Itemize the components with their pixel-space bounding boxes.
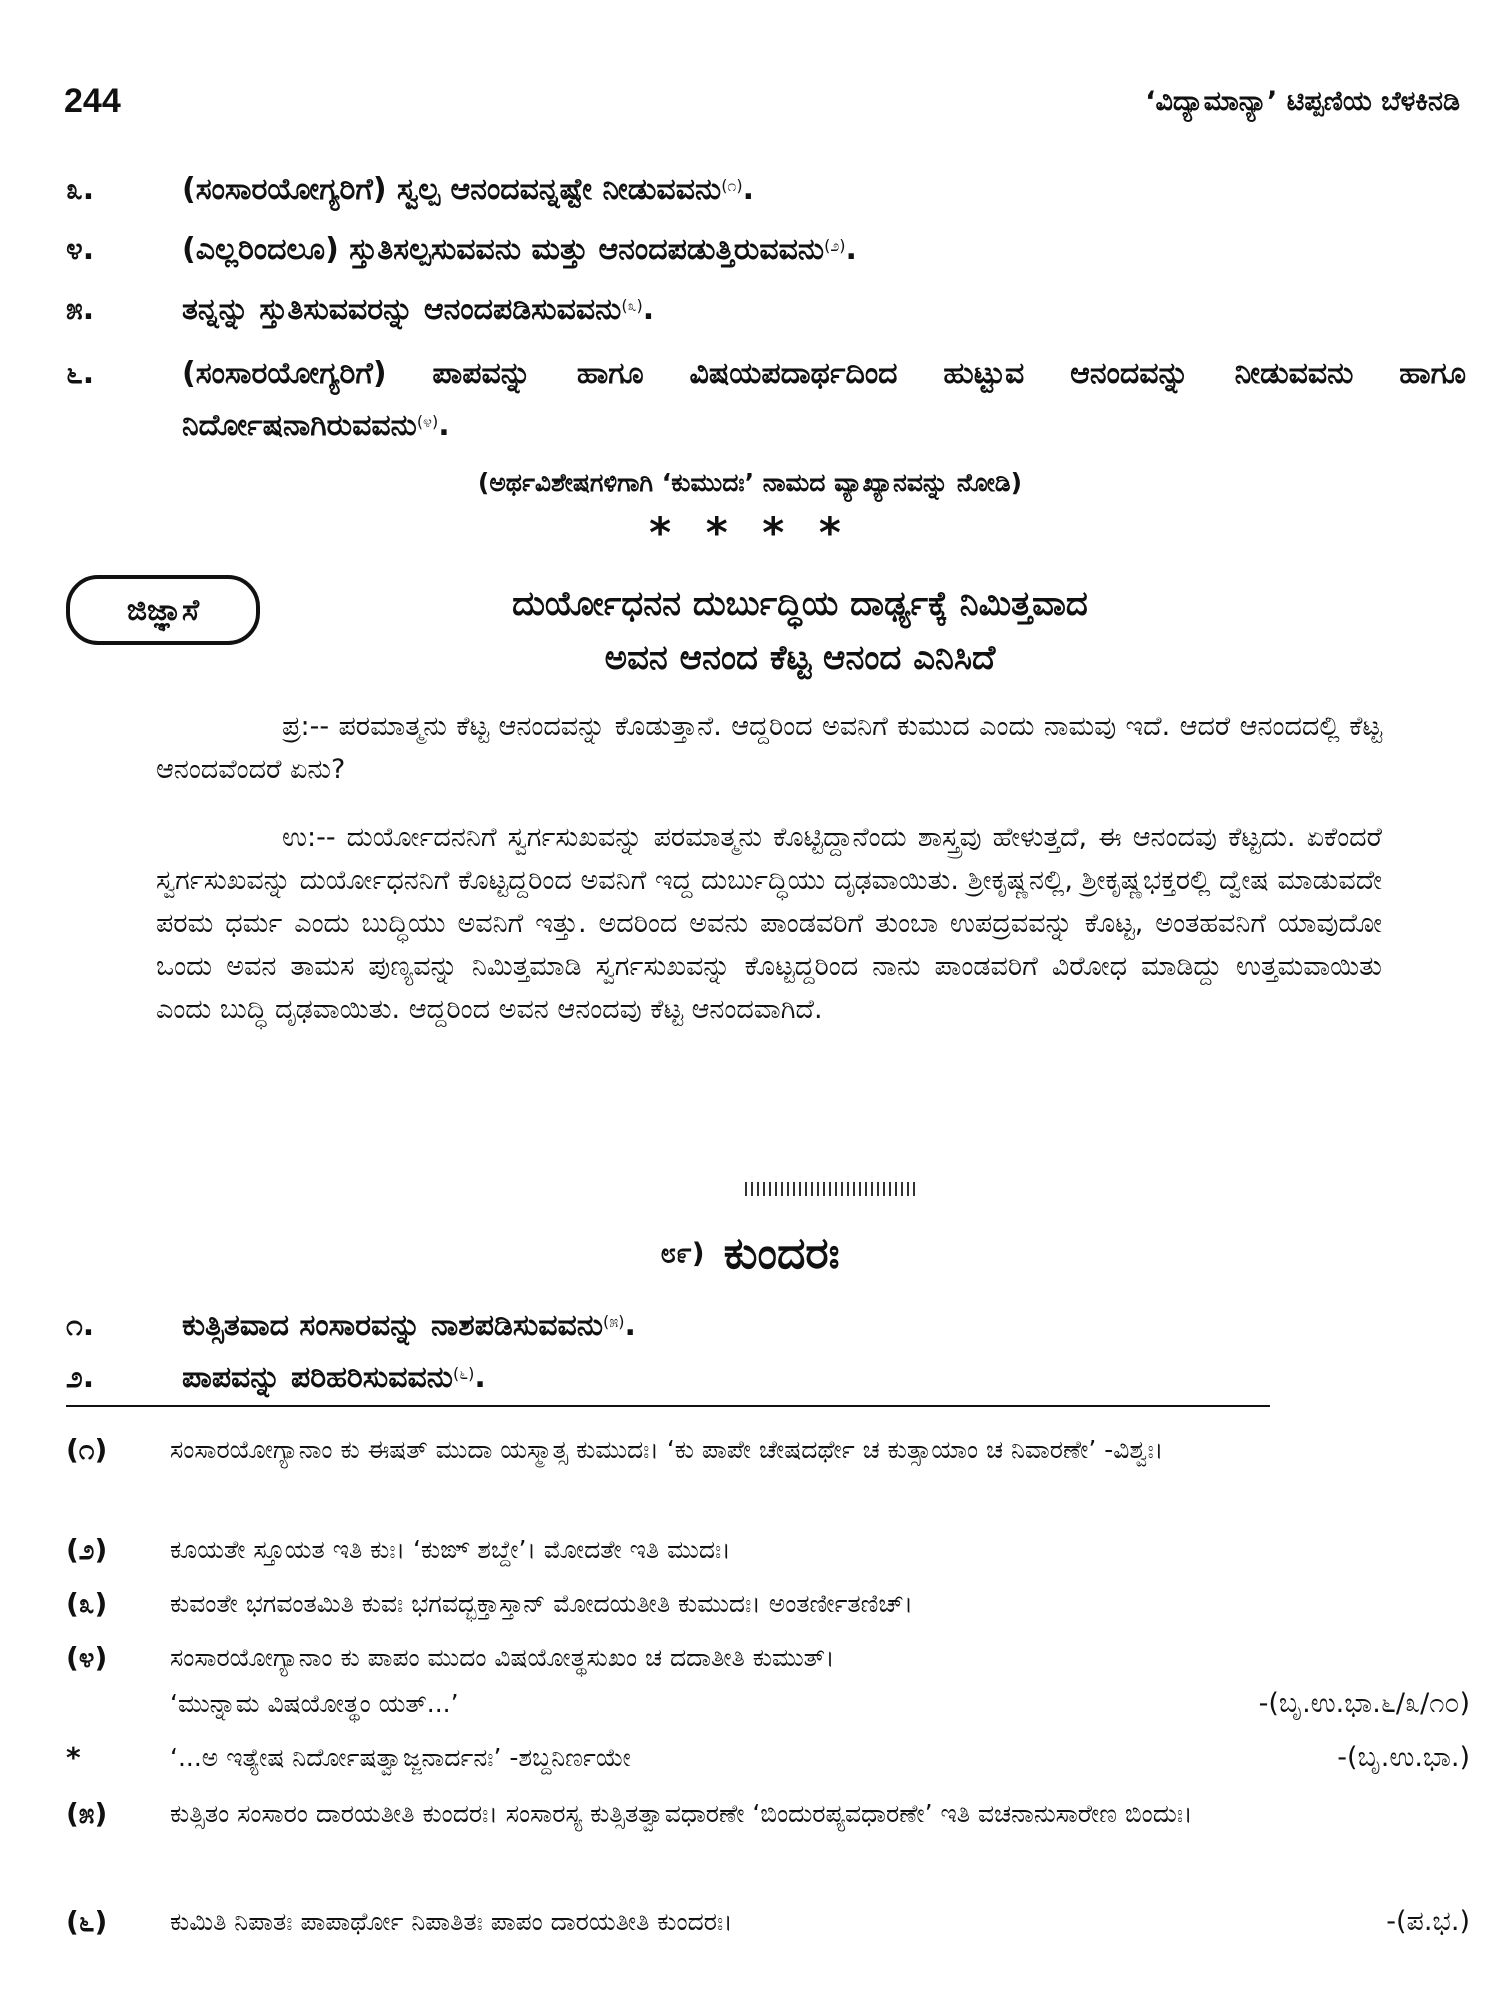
footnote-source: -(ಬೃ.ಉ.ಭಾ.೬/೩/೧೦) bbox=[1258, 1688, 1470, 1719]
footnote-number: (೬) bbox=[66, 1905, 108, 1938]
item-text: (ಸಂಸಾರಯೋಗ್ಯರಿಗೆ) ಸ್ವಲ್ಪ ಆನಂದವನ್ನಷ್ಟೇ ನೀಡುವವನು bbox=[182, 172, 722, 207]
item-number: ೫. bbox=[66, 292, 95, 327]
item-number: ೧. bbox=[66, 1308, 95, 1343]
item-number: ೪. bbox=[66, 232, 95, 267]
chapter-heading bbox=[0, 1228, 1500, 1279]
footnote-number: (೪) bbox=[66, 1641, 108, 1674]
meaning-note: (ಅರ್ಥವಿಶೇಷಗಳಿಗಾಗಿ ‘ಕುಮುದಃ’ ನಾಮದ ವ್ಯಾಖ್ಯಾನವನ್ನು ನೋಡಿ) bbox=[477, 468, 1023, 497]
footnote-source: -(ಪ.ಭ.) bbox=[1386, 1906, 1470, 1937]
item-text: (ಎಲ್ಲರಿಂದಲೂ) ಸ್ತುತಿಸಲ್ಪಸುವವನು ಮತ್ತು ಆನಂದಪಡುತ್ತಿರುವವನು bbox=[182, 232, 825, 267]
chapter-title: ಕುಂದರಃ bbox=[723, 1228, 840, 1279]
jijnase-label: ಜಿಜ್ಞಾಸೆ bbox=[126, 592, 200, 628]
item-number: ೨. bbox=[66, 1360, 95, 1395]
footnote-number: (೩) bbox=[66, 1587, 108, 1620]
footnote-source: -(ಬೃ.ಉ.ಭಾ.) bbox=[1337, 1742, 1470, 1773]
answer-paragraph: ಉ:-- ದುರ್ಯೋದನನಿಗೆ ಸ್ವರ್ಗಸುಖವನ್ನು ಪರಮಾತ್ಮನು ಕೊಟ್ಟಿದ್ದಾನೆಂದು ಶಾಸ್ತ್ರವು ಹೇಳುತ್ತದೆ, ಈ ಆನಂದವು ಕೆಟ್ಟದು. ಏಕೆಂದರೆ ಸ್ವರ್ಗಸುಖವನ್ನು ದುರ್ಯೋಧನನಿಗೆ ಕೊಟ್ಟದ್ದರಿಂದ ಅವನಿಗೆ ಇದ್ದ ದುರ್ಬುದ್ಧಿಯು ದೃಢವಾಯಿತು. ಶ್ರೀಕೃಷ್ಣನಲ್ಲಿ, ಶ್ರೀಕೃಷ್ಣಭಕ್ತರಲ್ಲಿ ದ್ವೇಷ ಮಾಡುವದೇ ಪರಮ ಧರ್ಮ ಎಂದು ಬುದ್ಧಿಯು ಅವನಿಗೆ ಇತ್ತು. ಅದರಿಂದ ಅವನು ಪಾಂಡವರಿಗೆ ತುಂಬಾ ಉಪದ್ರವವನ್ನು ಕೊಟ್ಟ, ಅಂತಹವನಿಗೆ ಯಾವುದೋ ಒಂದು ಅವನ ತಾಮಸ ಪುಣ್ಯವನ್ನು ನಿಮಿತ್ತಮಾಡಿ ಸ್ವರ್ಗಸುಖವನ್ನು ಕೊಟ್ಟದ್ದರಿಂದ ನಾನು ಪಾಂಡವರಿಗೆ ವಿರೋಧ ಮಾಡಿದ್ದು ಉತ್ತಮವಾಯಿತು ಎಂದು ಬುದ್ಧಿ ದೃಢವಾಯಿತು. ಆದ್ದರಿಂದ ಅವನ ಆನಂದವು ಕೆಟ್ಟ ಆನಂದವಾಗಿದೆ. bbox=[156, 822, 1382, 1025]
footnote-number: (೧) bbox=[66, 1433, 108, 1466]
separator-line bbox=[745, 1182, 915, 1196]
footnote-ref: (೪) bbox=[416, 412, 439, 431]
jijnase-badge bbox=[66, 575, 260, 645]
document-page: 244 ‘ವಿದ್ಯಾಮಾನ್ಯಾ’ ಟಿಪ್ಪಣಿಯ ಬೆಳಕಿನಡಿ ೩. (ಸಂಸಾರಯೋಗ್ಯರಿಗೆ) ಸ್ವಲ್ಪ ಆನಂದವನ್ನಷ್ಟೇ ನೀಡುವವನು$^{(೧)}$. ೪. (ಎಲ್ಲರಿಂದಲೂ) ಸ್ತುತಿಸಲ್ಪಸುವವನು ಮತ್ತು ಆನಂದಪಡುತ್ತಿರುವವನು$^{(೨)}$. ೫. ತನ್ನನ್ನು ಸ್ತುತಿಸುವವರನ್ನು ಆನಂದಪಡಿಸುವವನು$^{(೩)}$. ೬. (ಸಂಸಾರಯೋಗ್ಯರಿಗೆ) ಪಾಪವನ್ನು ಹಾಗೂ ವಿಷಯಪದಾರ್ಥದಿಂದ ಹುಟ್ಟುವ ಆನಂದವನ್ನು ನೀಡುವವನು ಹಾಗೂ ನಿರ್ದೋಷನಾಗಿರುವವನು$^{(೪)}$. (ಅರ್ಥವಿಶೇಷಗಳಿಗಾಗಿ ‘ಕುಮುದಃ’ ನಾಮದ ವ್ಯಾಖ್ಯಾನವನ್ನು ನೋಡಿ) * * * * ಜಿಜ್ಞಾಸೆ ದುರ್ಯೋಧನನ ದುರ್ಬುದ್ಧಿಯ ದಾರ್ಢ್ಯಕ್ಕೆ ನಿಮಿತ್ತವಾದ ಅವನ ಆನಂದ ಕೆಟ್ಟ ಆನಂದ ಎನಿಸಿದೆ ಪ್ರ:-- ಪರಮಾತ್ಮನು ಕೆಟ್ಟ ಆನಂದವನ್ನು ಕೊಡುತ್ತಾನೆ. ಆದ್ದರಿಂದ ಅವನಿಗೆ ಕುಮುದ ಎಂದು ನಾಮವು ಇದೆ. ಆದರೆ ಆನಂದದಲ್ಲಿ ಕೆಟ್ಟ ಆನಂದವೆಂದರೆ ಏನು? ಉ:-- ದುರ್ಯೋದನನಿಗೆ ಸ್ವರ್ಗಸುಖವನ್ನು ಪರಮಾತ್ಮನು ಕೊಟ್ಟಿದ್ದಾನೆಂದು ಶಾಸ್ತ್ರವು ಹೇಳುತ್ತದೆ, ಈ ಆನಂದವು ಕೆಟ್ಟದು. ಏಕೆಂದರೆ ಸ್ವರ್ಗಸುಖವನ್ನು ದುರ್ಯೋಧನನಿಗೆ ಕೊಟ್ಟದ್ದರಿಂದ ಅವನಿಗೆ ಇದ್ದ ದುರ್ಬುದ್ಧಿಯು ದೃಢವಾಯಿತು. ಶ್ರೀಕೃಷ್ಣನಲ್ಲಿ, ಶ್ರೀಕೃಷ್ಣಭಕ್ತರಲ್ಲಿ ದ್ವೇಷ ಮಾಡುವದೇ ಪರಮ ಧರ್ಮ ಎಂದು ಬುದ್ಧಿಯು ಅವನಿಗೆ ಇತ್ತು. ಅದರಿಂದ ಅವನು ಪಾಂಡವರಿಗೆ ತುಂಬಾ ಉಪದ್ರವವನ್ನು ಕೊಟ್ಟ, ಅಂತಹವನಿಗೆ ಯಾವುದೋ ಒಂದು ಅವನ ತಾಮಸ ಪುಣ್ಯವನ್ನು ನಿಮಿತ್ತಮಾಡಿ ಸ್ವರ್ಗಸುಖವನ್ನು ಕೊಟ್ಟದ್ದರಿಂದ ನಾನು ಪಾಂಡವರಿಗೆ ವಿರೋಧ ಮಾಡಿದ್ದು ಉತ್ತಮವಾಯಿತು ಎಂದು ಬುದ್ಧಿ ದೃಢವಾಯಿತು. ಆದ್ದರಿಂದ ಅವನ ಆನಂದವು ಕೆಟ್ಟ ಆನಂದವಾಗಿದೆ. ೮೯) ಕುಂದರಃ ೧. ಕುತ್ಸಿತವಾದ ಸಂಸಾರವನ್ನು ನಾಶಪಡಿಸುವವನು$^{(೫)}$. ೨. ಪಾಪವನ್ನು ಪರಿಹರಿಸುವವನು$^{(೬)}$. (೧) ಸಂಸಾರಯೋಗ್ಯಾನಾಂ ಕು ಈಷತ್ ಮುದಾ ಯಸ್ಮಾತ್ಸ ಕುಮುದಃ। ‘ಕು ಪಾಪೇ ಚೇಷದರ್ಥೇ ಚ ಕುತ್ಸಾಯಾಂ ಚ ನಿವಾರಣೇ’ -ವಿಶ್ವಃ। (೨) ಕೂಯತೇ ಸ್ತೂಯತ ಇತಿ ಕುಃ। ‘ಕುಙ್ ಶಬ್ದೇ’। ಮೋದತೇ ಇತಿ ಮುದಃ। (೩) ಕುವಂತೇ ಭಗವಂತಮಿತಿ ಕುವಃ ಭಗವದ್ಭಕ್ತಾಸ್ತಾನ್ ಮೋದಯತೀತಿ ಕುಮುದಃ। ಅಂತರ್ಣೀತಣಿಚ್। (೪) ಸಂಸಾರಯೋಗ್ಯಾನಾಂ ಕು ಪಾಪಂ ಮುದಂ ವಿಷಯೋತ್ಥಸುಖಂ ಚ ದದಾತೀತಿ ಕುಮುತ್। ‘ಮುನ್ನಾಮ ವಿಷಯೋತ್ಥಂ ಯತ್...’ -(ಬೃ.ಉ.ಭಾ.೬/೩/೧೦) * ‘...ಅ ಇತ್ಯೇಷ ನಿರ್ದೋಷತ್ವಾಜ್ಜನಾರ್ದನಃ’ -ಶಬ್ದನಿರ್ಣಯೇ -(ಬೃ.ಉ.ಭಾ.) (೫) ಕುತ್ಸಿತಂ ಸಂಸಾರಂ ದಾರಯತೀತಿ ಕುಂದರಃ। ಸಂಸಾರಸ್ಯ ಕುತ್ಸಿತತ್ವಾವಧಾರಣೇ ‘ಬಿಂದುರಪ್ಯವಧಾರಣೇ’ ಇತಿ ವಚನಾನುಸಾರೇಣ ಬಿಂದುಃ। (೬) ಕುಮಿತಿ ನಿಪಾತಃ ಪಾಪಾರ್ಥೋ ನಿಪಾತಿತಃ ಪಾಪಂ ದಾರಯತೀತಿ ಕುಂದರಃ। -(ಪ.ಭ.) bbox=[0, 0, 1500, 2000]
section-divider-stars: * * * * bbox=[649, 508, 851, 557]
item-text: ತನ್ನನ್ನು ಸ್ತುತಿಸುವವರನ್ನು ಆನಂದಪಡಿಸುವವನು bbox=[182, 292, 622, 327]
footnote-text: ಕುಮಿತಿ ನಿಪಾತಃ ಪಾಪಾರ್ಥೋ ನಿಪಾತಿತಃ ಪಾಪಂ ದಾರಯತೀತಿ ಕುಂದರಃ। bbox=[170, 1907, 733, 1936]
item-text: (ಸಂಸಾರಯೋಗ್ಯರಿಗೆ) ಪಾಪವನ್ನು ಹಾಗೂ ವಿಷಯಪದಾರ್ಥದಿಂದ ಹುಟ್ಟುವ ಆನಂದವನ್ನು ನೀಡುವವನು ಹಾಗೂ ನಿರ್ದೋಷನಾಗಿರುವವನು bbox=[182, 356, 1466, 443]
footnote-ref: (೧) bbox=[721, 176, 743, 195]
item-text: ಪಾಪವನ್ನು ಪರಿಹರಿಸುವವನು bbox=[182, 1360, 453, 1395]
page-header bbox=[64, 82, 1460, 126]
item-text: ಕುತ್ಸಿತವಾದ ಸಂಸಾರವನ್ನು ನಾಶಪಡಿಸುವವನು bbox=[182, 1308, 604, 1343]
footnote-number: (೨) bbox=[66, 1533, 108, 1566]
footnote-text: ಕುವಂತೇ ಭಗವಂತಮಿತಿ ಕುವಃ ಭಗವದ್ಭಕ್ತಾಸ್ತಾನ್ ಮೋದಯತೀತಿ ಕುಮುದಃ। ಅಂತರ್ಣೀತಣಿಚ್। bbox=[170, 1589, 914, 1618]
footnote-text: ‘ಮುನ್ನಾಮ ವಿಷಯೋತ್ಥಂ ಯತ್...’ bbox=[170, 1689, 459, 1718]
footnote-text: ಕುತ್ಸಿತಂ ಸಂಸಾರಂ ದಾರಯತೀತಿ ಕುಂದರಃ। ಸಂಸಾರಸ್ಯ ಕುತ್ಸಿತತ್ವಾವಧಾರಣೇ ‘ಬಿಂದುರಪ್ಯವಧಾರಣೇ’ ಇತಿ ವಚನಾನುಸಾರೇಣ ಬಿಂದುಃ। bbox=[170, 1799, 1193, 1828]
footnote-ref: (೨) bbox=[824, 236, 846, 255]
footnote-number: (೫) bbox=[66, 1797, 108, 1830]
item-number: ೩. bbox=[66, 172, 95, 207]
footnote-text: ಸಂಸಾರಯೋಗ್ಯಾನಾಂ ಕು ಪಾಪಂ ಮುದಂ ವಿಷಯೋತ್ಥಸುಖಂ ಚ ದದಾತೀತಿ ಕುಮುತ್। bbox=[170, 1643, 835, 1672]
footnote-rule bbox=[66, 1405, 1270, 1407]
section-title-line2: ಅವನ ಆನಂದ ಕೆಟ್ಟ ಆನಂದ ಎನಿಸಿದೆ bbox=[604, 638, 996, 678]
page-number: 244 bbox=[64, 82, 121, 120]
item-number: ೬. bbox=[66, 356, 95, 391]
footnote-ref: (೩) bbox=[621, 296, 643, 315]
section-title-line1: ದುರ್ಯೋಧನನ ದುರ್ಬುದ್ಧಿಯ ದಾರ್ಢ್ಯಕ್ಕೆ ನಿಮಿತ್ತವಾದ bbox=[512, 584, 1088, 624]
chapter-number: ೮೯) bbox=[660, 1236, 705, 1270]
footnote-ref: (೬) bbox=[452, 1364, 475, 1383]
running-title: ‘ವಿದ್ಯಾಮಾನ್ಯಾ’ ಟಿಪ್ಪಣಿಯ ಬೆಳಕಿನಡಿ bbox=[1145, 86, 1460, 117]
footnote-ref: (೫) bbox=[603, 1312, 625, 1331]
question-paragraph: ಪ್ರ:-- ಪರಮಾತ್ಮನು ಕೆಟ್ಟ ಆನಂದವನ್ನು ಕೊಡುತ್ತಾನೆ. ಆದ್ದರಿಂದ ಅವನಿಗೆ ಕುಮುದ ಎಂದು ನಾಮವು ಇದೆ. ಆದರೆ ಆನಂದದಲ್ಲಿ ಕೆಟ್ಟ ಆನಂದವೆಂದರೆ ಏನು? bbox=[156, 711, 1382, 785]
footnote-text: ‘...ಅ ಇತ್ಯೇಷ ನಿರ್ದೋಷತ್ವಾಜ್ಜನಾರ್ದನಃ’ -ಶಬ್ದನಿರ್ಣಯೇ bbox=[170, 1743, 631, 1772]
footnote-text: ಸಂಸಾರಯೋಗ್ಯಾನಾಂ ಕು ಈಷತ್ ಮುದಾ ಯಸ್ಮಾತ್ಸ ಕುಮುದಃ। ‘ಕು ಪಾಪೇ ಚೇಷದರ್ಥೇ ಚ ಕುತ್ಸಾಯಾಂ ಚ ನಿವಾರಣೇ’ -ವಿಶ್ವಃ। bbox=[170, 1435, 1164, 1464]
footnote-number: * bbox=[66, 1741, 81, 1774]
footnote-text: ಕೂಯತೇ ಸ್ತೂಯತ ಇತಿ ಕುಃ। ‘ಕುಙ್ ಶಬ್ದೇ’। ಮೋದತೇ ಇತಿ ಮುದಃ। bbox=[170, 1535, 731, 1564]
